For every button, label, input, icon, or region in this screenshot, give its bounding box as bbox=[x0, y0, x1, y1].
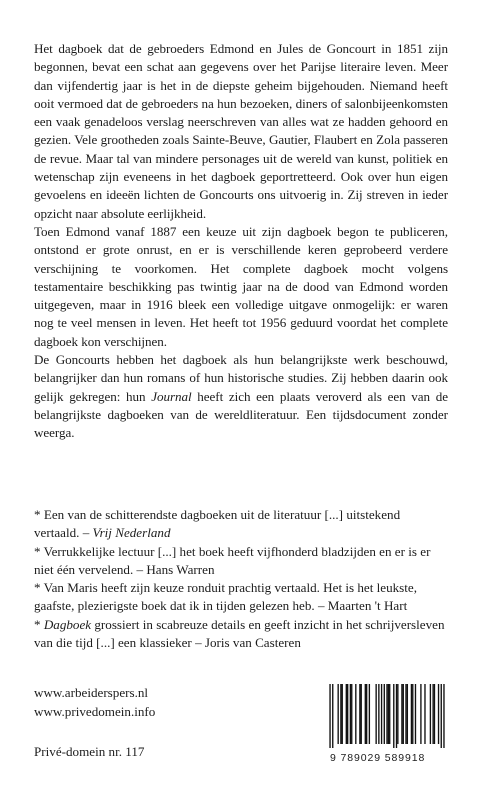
quote-1: * Een van de schitterendste dagboeken uit de literatuur [...] uitstekend vertaald. – Vrij Nederland bbox=[34, 507, 401, 541]
barcode-bar bbox=[346, 684, 347, 744]
barcode-bar bbox=[342, 684, 343, 744]
barcode-bar bbox=[375, 684, 376, 744]
barcode-bar bbox=[411, 684, 412, 744]
press-quotes bbox=[34, 506, 448, 652]
barcode-bar bbox=[355, 684, 356, 744]
barcode-bar bbox=[397, 684, 398, 744]
barcode-bar bbox=[420, 684, 421, 744]
publisher-url[interactable]: www.arbeiderspers.nl bbox=[34, 685, 149, 700]
blurb-paragraph-1: Het dagboek dat de gebroeders Edmond en Jules de Goncourt in 1851 zijn begonnen, bevat een schat aan gegevens over het Parijse literaire leven. Meer dan vijfendertig jaar is het in de diepste geheim bijgehouden. Niemand heeft ooit vermoed dat de gebroeders na hun bezoeken, diners of salonbijeenkomsten een vaak genadeloos verslag neerschreven van alles wat ze hadden gehoord en gezien. Vele grootheden zoals Sainte-Beuve, Gautier, Flaubert en Zola passeren de revue. Maar tal van mindere personages uit de wereld van kunst, politiek en wetenschap zijn eveneens in het dagboek geportretteerd. Ook over hun eigen gevoelens en ideeën lichten de Goncourts ons uitvoerig in. Zij streven in ieder opzicht naar absolute eerlijkheid. bbox=[34, 41, 448, 221]
barcode-bar bbox=[415, 684, 416, 744]
barcode-bar bbox=[365, 684, 366, 744]
barcode-bar bbox=[351, 684, 352, 744]
barcode-bar bbox=[347, 684, 348, 744]
barcode-bar bbox=[381, 684, 382, 744]
blurb-paragraph-2: Toen Edmond vanaf 1887 een keuze uit zijn dagboek begon te publiceren, ontstond er grote onrust, en er is verschillende keren geprobeerd verdere verschijning te voorkomen. Het complete dagboek mocht volgens testamentaire beschikking pas twintig jaar na de dood van Edmond worden uitgegeven, maar in 1916 bleek een volledige uitgave onmogelijk: er waren nog te veel mensen in leven. Het heeft tot 1956 geduurd voordat het complete dagboek kon verschijnen. bbox=[34, 223, 448, 349]
dagboek-title: Dagboek bbox=[43, 616, 92, 632]
barcode-bar bbox=[359, 684, 360, 744]
series-number: Privé-domein nr. 117 bbox=[34, 744, 145, 759]
blurb-text bbox=[34, 40, 448, 443]
barcode-bar bbox=[441, 684, 442, 748]
barcode-bar bbox=[386, 684, 387, 744]
isbn-number: 9 789029 589918 bbox=[330, 752, 426, 764]
barcode-bar bbox=[350, 684, 351, 744]
barcode-bar bbox=[407, 684, 408, 744]
barcode-bar bbox=[396, 684, 397, 748]
blurb-p3-start: De Goncourts hebben het dagboek als hun belangrijkste werk beschouwd, belangrijker dan hun romans of hun historische studies. Zij hebben daarin ook gelijk gekregen: hun bbox=[34, 352, 448, 404]
barcode-bar bbox=[403, 684, 404, 744]
barcode-bar bbox=[332, 684, 333, 748]
blurb-p3-end: heeft zich een plaats veroverd als een van de belangrijkste dagboeken van de wereldliteratuur. Een tijdsdocument zonder weerga. bbox=[34, 388, 448, 441]
quote-4: * Dagboek grossiert in scabreuze details en geeft inzicht in het schrijversleven van die tijd [...] een klassieker – Joris van Casteren bbox=[34, 616, 445, 651]
barcode-bar bbox=[384, 684, 385, 744]
quote-source: Vrij Nederland bbox=[92, 525, 171, 541]
barcode-bar bbox=[388, 684, 389, 744]
barcode-bar bbox=[361, 684, 362, 744]
barcode-bar bbox=[424, 684, 425, 744]
barcode-bar bbox=[412, 684, 413, 744]
barcode-bar bbox=[432, 684, 433, 744]
barcode-bar bbox=[369, 684, 370, 744]
barcode bbox=[328, 684, 446, 748]
series-url[interactable]: www.privedomein.info bbox=[34, 703, 156, 719]
barcode-bar bbox=[393, 684, 394, 748]
barcode-bar bbox=[438, 684, 439, 744]
journal-title: Journal bbox=[151, 388, 192, 404]
barcode-bar bbox=[443, 684, 444, 748]
quote-2: * Verrukkelijke lectuur [...] het boek heeft vijfhonderd bladzijden en er is er niet één vervelend. – Hans Warren bbox=[34, 543, 431, 577]
barcode-bar bbox=[337, 684, 338, 744]
barcode-bar bbox=[378, 684, 379, 744]
barcode-bar bbox=[430, 684, 431, 744]
barcode-bar bbox=[329, 684, 330, 748]
barcode-bar bbox=[434, 684, 435, 744]
barcode-icon bbox=[328, 684, 446, 748]
quote-3: * Van Maris heeft zijn keuze ronduit prachtig vertaald. Het is het leukste, gaafste, plezierigste boek dat ik in tijden gelezen heb. – Maarten 't Hart bbox=[34, 580, 417, 614]
barcode-bar bbox=[340, 684, 341, 744]
blurb-paragraph-3 bbox=[34, 351, 448, 442]
barcode-bar bbox=[401, 684, 402, 744]
barcode-bar bbox=[389, 684, 390, 744]
publisher-footer bbox=[34, 684, 234, 762]
barcode-bar bbox=[405, 684, 406, 744]
barcode-bar bbox=[366, 684, 367, 744]
